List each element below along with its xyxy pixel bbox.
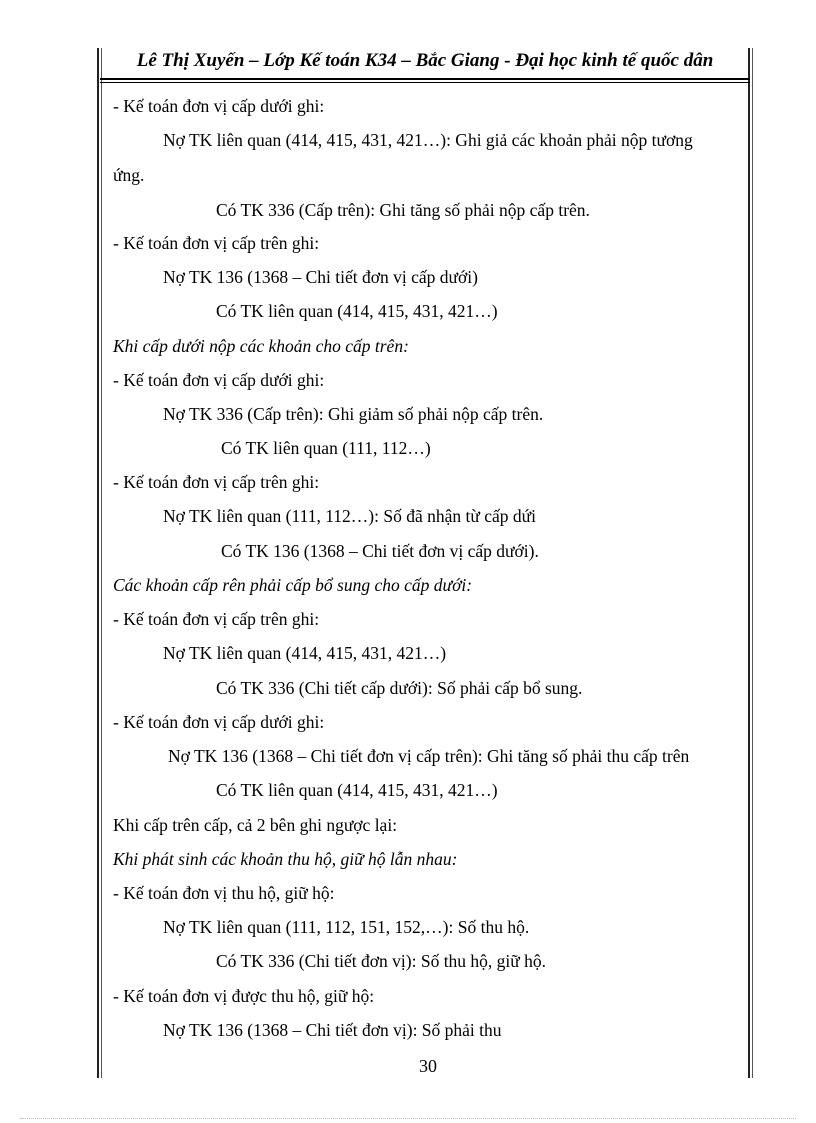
body-line-italic: Các khoản cấp rên phải cấp bổ sung cho cấp dưới:	[113, 575, 473, 595]
body-line: - Kế toán đơn vị cấp dưới ghi:	[113, 712, 325, 732]
body-line: - Kế toán đơn vị được thu hộ, giữ hộ:	[113, 986, 375, 1006]
body-line: Nợ TK liên quan (111, 112…): Số đã nhận từ cấp dứi	[163, 506, 536, 526]
header-rule-thin	[100, 82, 750, 83]
body-line: - Kế toán đơn vị thu hộ, giữ hộ:	[113, 883, 335, 903]
body-line: Nợ TK 136 (1368 – Chi tiết đơn vị cấp trên): Ghi tăng số phải thu cấp trên	[168, 746, 690, 766]
body-line: - Kế toán đơn vị cấp trên ghi:	[113, 233, 320, 253]
body-line: Nợ TK liên quan (111, 112, 151, 152,…): Số thu hộ.	[163, 917, 530, 937]
body-line: Nợ TK liên quan (414, 415, 431, 421…)	[163, 643, 447, 663]
body-line-italic: Khi cấp dưới nộp các khoản cho cấp trên:	[113, 336, 409, 356]
page-number: 30	[419, 1056, 437, 1076]
body-line: Khi cấp trên cấp, cả 2 bên ghi ngược lại:	[113, 815, 398, 835]
body-line: Nợ TK liên quan (414, 415, 431, 421…): Ghi giả các khoản phải nộp tương	[163, 130, 693, 150]
body-line: Nợ TK 136 (1368 – Chi tiết đơn vị): Số phải thu	[163, 1020, 502, 1040]
body-line: - Kế toán đơn vị cấp trên ghi:	[113, 609, 320, 629]
body-line: - Kế toán đơn vị cấp trên ghi:	[113, 472, 320, 492]
header-rule	[100, 78, 750, 80]
body-line: Nợ TK 136 (1368 – Chi tiết đơn vị cấp dưới)	[163, 267, 478, 287]
body-line: Có TK liên quan (414, 415, 431, 421…)	[216, 301, 498, 321]
body-line: Có TK 336 (Cấp trên): Ghi tăng số phải nộp cấp trên.	[216, 200, 590, 220]
bottom-dotted-rule	[20, 1118, 796, 1120]
page-border-left-inner	[101, 48, 102, 1078]
page-border-left	[97, 48, 99, 1078]
body-line: Có TK liên quan (414, 415, 431, 421…)	[216, 780, 498, 800]
running-header: Lê Thị Xuyến – Lớp Kế toán K34 – Bắc Giang - Đại học kinh tế quốc dân	[136, 50, 714, 71]
body-line-italic: Khi phát sinh các khoản thu hộ, giữ hộ lẫn nhau:	[113, 849, 458, 869]
body-line: Có TK 336 (Chi tiết cấp dưới): Số phải cấp bổ sung.	[216, 678, 583, 698]
body-line: Có TK liên quan (111, 112…)	[221, 438, 431, 458]
body-line: - Kế toán đơn vị cấp dưới ghi:	[113, 96, 325, 116]
page-border-right-inner	[752, 48, 753, 1078]
page-border-right	[748, 48, 750, 1078]
body-line: ứng.	[113, 165, 145, 185]
body-line: Có TK 336 (Chi tiết đơn vị): Số thu hộ, giữ hộ.	[216, 951, 547, 971]
body-line: Nợ TK 336 (Cấp trên): Ghi giảm số phải nộp cấp trên.	[163, 404, 544, 424]
body-line: Có TK 136 (1368 – Chi tiết đơn vị cấp dưới).	[221, 541, 539, 561]
body-line: - Kế toán đơn vị cấp dưới ghi:	[113, 370, 325, 390]
